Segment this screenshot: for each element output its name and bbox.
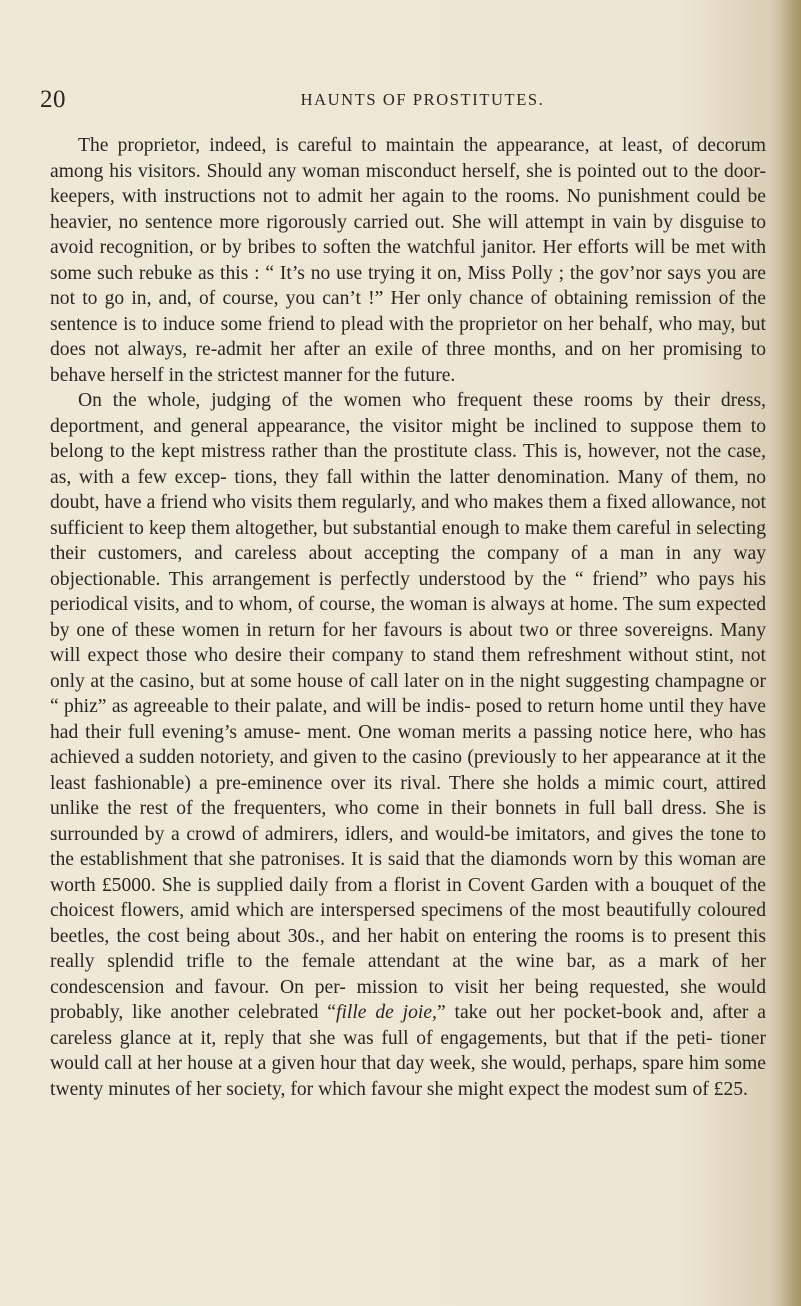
- body-text: [50, 133, 766, 1102]
- paragraph-2: [50, 388, 766, 1102]
- italic-phrase: fille de joie,: [336, 1002, 437, 1023]
- page-number: 20: [40, 86, 66, 113]
- running-title: HAUNTS OF PROSTITUTES.: [300, 90, 545, 109]
- paragraph-1: The proprietor, indeed, is careful to maintain the appearance, at least, of decorum among his visitors. Should any woman misconduct herself, she is pointed out to the door-keepers, with instructions not to admit her again to the rooms. No punishment could be heavier, no sentence more rigorously carried out. She will attempt in vain by disguise to avoid recognition, or by bribes to soften the watchful janitor. Her efforts will be met with some such rebuke as this : “ It’s no use trying it on, Miss Polly ; the gov’nor says you are not to go in, and, of course, you can’t !” Her only chance of obtaining remission of the sentence is to induce some friend to plead with the proprietor on her behalf, who may, but does not always, re-admit her after an exile of three months, and on her promising to behave herself in the strictest manner for the future.: [50, 135, 766, 386]
- paragraph-2-part-2: ” take out her pocket-book and, after a careless glance at it, reply that she was full of engagements, but that if the peti- tioner would call at her house at a given hour that day week, she would, perhaps, spare him some twenty minutes of her society, for which favour she might expect the modest sum of £25.: [50, 1002, 766, 1100]
- page-header: [40, 86, 765, 116]
- paragraph-2-part-1: On the whole, judging of the women who frequent these rooms by their dress, deportment, and general appearance, the visitor might be inclined to suppose them to belong to the kept mistress rather than the prostitute class. This is, however, not the case, as, with a few excep- tions, they fall within the latter denomination. Many of them, no doubt, have a friend who visits them regularly, and who makes them a fixed allowance, not sufficient to keep them altogether, but substantial enough to make them careful in selecting their customers, and careless about accepting the company of a man in any way objectionable. This arrangement is perfectly understood by the “ friend” who pays his periodical visits, and to whom, of course, the woman is always at home. The sum expected by one of these women in return for her favours is about two or three sovereigns. Many will expect those who desire their company to stand them refreshment without stint, not only at the casino, but at some house of call later on in the night suggesting champagne or “ phiz” as agreeable to their palate, and will be indis- posed to return home until they have had their full evening’s amuse- ment. One woman merits a passing notice here, who has achieved a sudden notoriety, and given to the casino (previously to her appearance at it the least fashionable) a pre-eminence over its rival. There she holds a mimic court, attired unlike the rest of the frequenters, who come in their bonnets in full ball dress. She is surrounded by a crowd of admirers, idlers, and would-be imitators, and gives the tone to the establishment that she patronises. It is said that the diamonds worn by this woman are worth £5000. She is supplied daily from a florist in Covent Garden with a bouquet of the choicest flowers, amid which are interspersed specimens of the most beautifully coloured beetles, the cost being about 30s., and her habit on entering the rooms is to present this really splendid trifle to the female attendant at the wine bar, as a mark of her condescension and favour. On per- mission to visit her being requested, she would probably, like another celebrated “: [50, 390, 766, 1023]
- page-gutter-shadow: [779, 0, 801, 1306]
